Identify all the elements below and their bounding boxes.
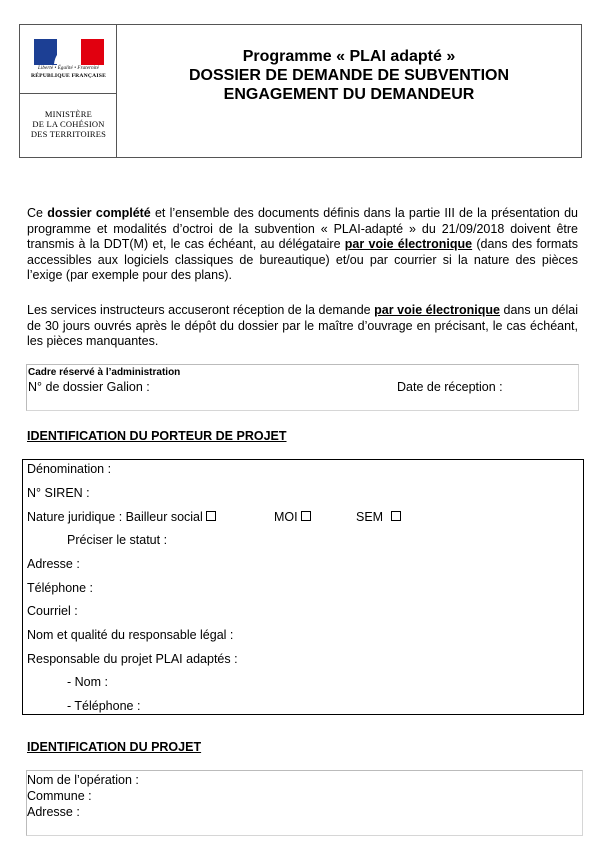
denomination-field[interactable]: Dénomination : [27, 462, 112, 476]
republic-motto: Liberté • Égalité • Fraternité [38, 66, 99, 71]
nature-juridique-row [27, 510, 216, 524]
projet-box [26, 770, 583, 836]
document-header [19, 24, 582, 158]
courriel-field[interactable]: Courriel : [27, 604, 78, 618]
intro-paragraph-2 [27, 303, 578, 350]
admin-box-title: Cadre réservé à l’administration [28, 367, 181, 378]
porteur-section-heading: IDENTIFICATION DU PORTEUR DE PROJET [27, 429, 287, 443]
commune-field[interactable]: Commune : [27, 789, 92, 803]
document-title [117, 47, 581, 104]
text-run: et l’ensemble des documents définis dans la partie III de la présentation du programme et modalités d’octroi de la subvention « PLAI-adapté » du 21/09/2018 doivent être transmis à la DDT(M) et, le cas échéant, au délégataire [27, 206, 578, 251]
nature-juridique-label: Nature juridique : Bailleur social [27, 510, 203, 524]
dossier-number-field[interactable]: N° de dossier Galion : [28, 380, 150, 394]
sem-checkbox[interactable] [391, 511, 401, 521]
statut-field[interactable]: Préciser le statut : [67, 533, 168, 547]
sem-option [356, 510, 401, 524]
projet-section-heading: IDENTIFICATION DU PROJET [27, 740, 202, 754]
ministry-line: DE LA COHÉSION [32, 119, 105, 129]
bailleur-social-checkbox[interactable] [206, 511, 216, 521]
adresse-field[interactable]: Adresse : [27, 557, 80, 571]
reception-date-field[interactable]: Date de réception : [397, 380, 503, 394]
responsable-legal-field[interactable]: Nom et qualité du responsable légal : [27, 628, 234, 642]
text-run: dans un délai de 30 jours ouvrés après le dépôt du dossier par le maître d’ouvrage en précisant, le cas échéant, les pièces manquantes. [27, 303, 579, 348]
ministry-name [20, 109, 117, 139]
moi-checkbox[interactable] [301, 511, 311, 521]
sem-label: SEM [356, 510, 384, 524]
title-line: DOSSIER DE DEMANDE DE SUBVENTION [188, 67, 510, 84]
logo-divider [20, 93, 116, 94]
nom-operation-field[interactable]: Nom de l’opération : [27, 773, 139, 787]
intro-paragraph-1 [27, 206, 578, 284]
projet-adresse-field[interactable]: Adresse : [27, 805, 80, 819]
moi-label: MOI [274, 510, 298, 524]
republic-name: RÉPUBLIQUE FRANÇAISE [30, 73, 107, 79]
title-line: Programme « PLAI adapté » [242, 48, 456, 65]
emphasis-text: dossier complété [47, 206, 151, 220]
porteur-box [22, 459, 584, 715]
admin-reserved-box [26, 364, 579, 411]
moi-option [274, 510, 311, 524]
siren-field[interactable]: N° SIREN : [27, 486, 90, 500]
text-run: Ce [27, 206, 48, 220]
logo-cell [20, 25, 117, 157]
emphasis-text: par voie électronique [374, 303, 500, 317]
title-line: ENGAGEMENT DU DEMANDEUR [223, 86, 475, 103]
responsable-nom-field[interactable]: - Nom : [67, 675, 108, 689]
emphasis-text: par voie électronique [344, 237, 473, 251]
ministry-line: MINISTÈRE [44, 109, 93, 119]
telephone-field[interactable]: Téléphone : [27, 581, 94, 595]
marianne-logo [34, 39, 104, 65]
responsable-telephone-field[interactable]: - Téléphone : [67, 699, 141, 713]
responsable-projet-label: Responsable du projet PLAI adaptés : [27, 652, 238, 666]
text-run: (dans des formats accessibles aux logiciels classiques de bureautique) et/ou par courrier si la nature des pièces l’exige (par exemple pour des plans). [27, 237, 579, 282]
ministry-line: DES TERRITOIRES [30, 129, 107, 139]
text-run: Les services instructeurs accuseront réception de la demande [27, 303, 375, 317]
